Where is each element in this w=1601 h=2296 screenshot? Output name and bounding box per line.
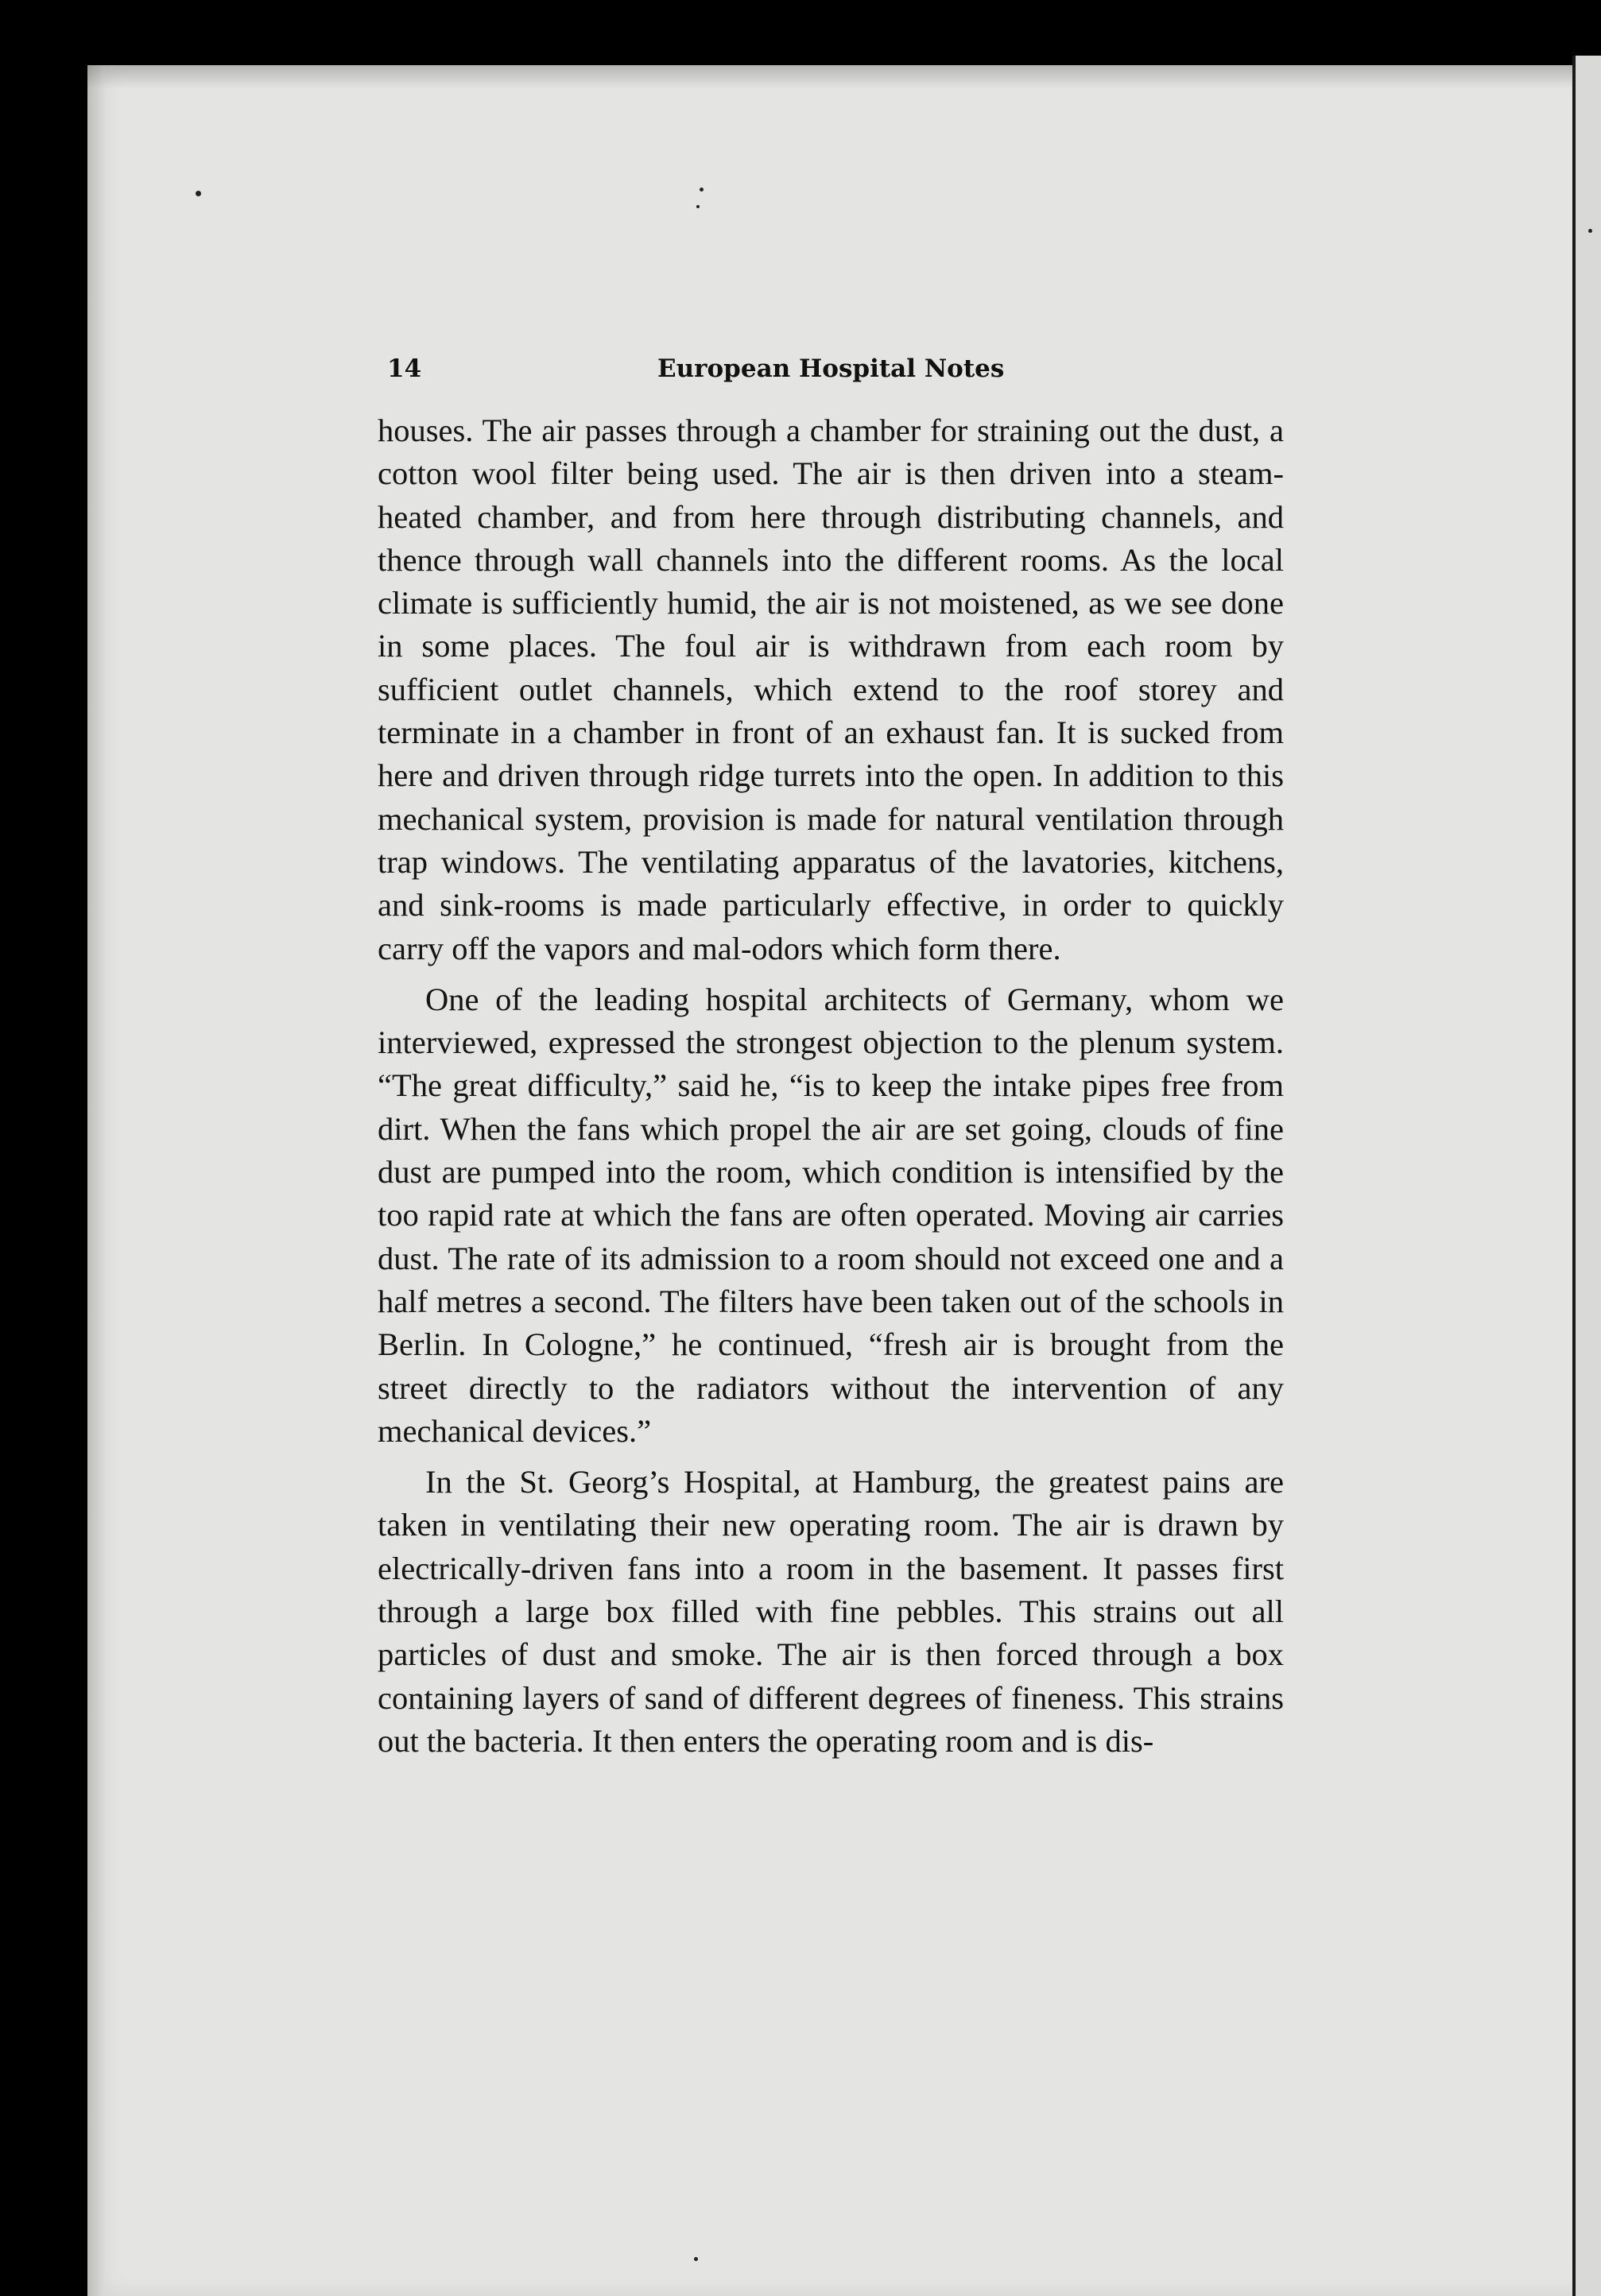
- running-header: [387, 347, 1281, 394]
- dust-speck: [700, 188, 704, 192]
- dust-speck: [696, 205, 700, 208]
- dust-speck: [1588, 229, 1592, 233]
- page-top-shadow: [87, 65, 1572, 89]
- dust-speck: [694, 2257, 698, 2261]
- paragraph-3: In the St. Georg’s Hospital, at Hamburg, the greatest pains are taken in ventilating their new operating room. The air is drawn by electrically-driven fans into a room in the basement. It passes first through a large box filled with fine pebbles. This strains out all particles of dust and smoke. The air is then forced through a box containing layers of sand of different degrees of fineness. This strains out the bacteria. It then enters the operating room and is dis-: [378, 1464, 1284, 1759]
- paragraph-2: One of the leading hospital architects of Germany, whom we interviewed, expressed the strongest objection to the plenum system. “The great difficulty,” said he, “is to keep the intake pipes free from dirt. When the fans which propel the air are set going, clouds of fine dust are pumped into the room, which condition is intensified by the too rapid rate at which the fans are often operated. Moving air carries dust. The rate of its admission to a room should not exceed one and a half metres a second. The filters have been taken out of the schools in Berlin. In Cologne,” he continued, “fresh air is brought from the street directly to the radiators without the intervention of any mechanical devices.”: [378, 981, 1284, 1449]
- page-number: 14: [387, 354, 422, 383]
- dust-speck: [196, 191, 201, 196]
- body-text: [378, 409, 1284, 1763]
- running-title: European Hospital Notes: [657, 354, 1005, 383]
- page-gutter-shadow: [87, 65, 105, 2296]
- paragraph-1: houses. The air passes through a chamber for straining out the dust, a cotton wool filter being used. The air is then driven into a steam-heated chamber, and from here through distributing channels, and thence through wall channels into the different rooms. As the local climate is sufficiently humid, the air is not moistened, as we see done in some places. The foul air is withdrawn from each room by sufficient outlet channels, which extend to the roof storey and terminate in a chamber in front of an exhaust fan. It is sucked from here and driven through ridge turrets into the open. In addition to this mechanical system, provision is made for natural ventilation through trap windows. The ventilating apparatus of the lavatories, kitchens, and sink-rooms is made particularly effective, in order to quickly carry off the vapors and mal-odors which form there.: [378, 412, 1284, 966]
- next-page-edge: [1572, 56, 1601, 2296]
